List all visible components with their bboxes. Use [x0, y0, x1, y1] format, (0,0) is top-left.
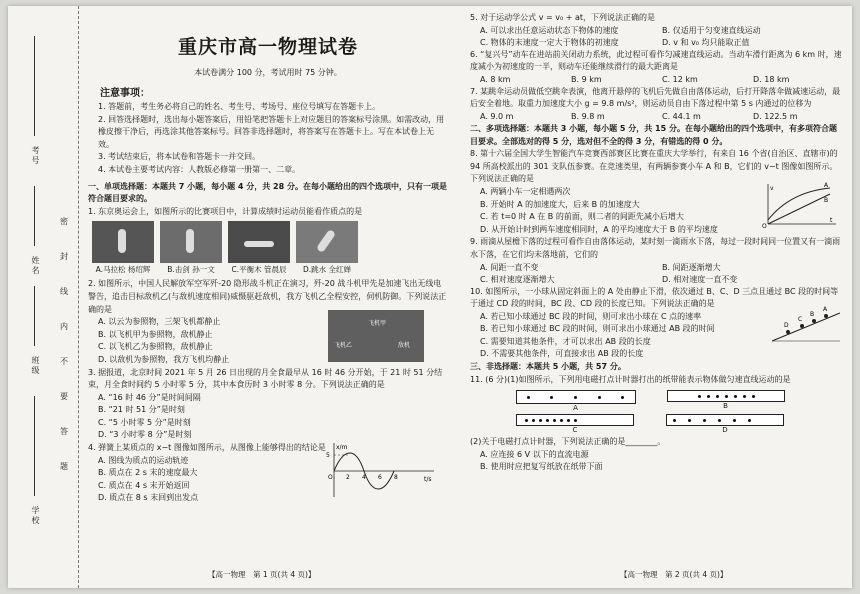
- q10-option-b: B. 若已知小球通过 BC 段的时间，则可求出小球通过 AB 段的时间: [480, 324, 715, 334]
- question-8: 8. 第十六届全国大学生智能汽车竞赛西部赛区比赛在重庆大学举行，有来自 16 个省(自治区、直辖市)的 94 所高校派出的 301 支队伍参赛。在竞速类里，有两辆参赛小车 A 和 B，它们的 v−t 图像如图所示。下列说法正确的是: [470, 149, 838, 184]
- q11-option-a: A. 应连接 6 V 以下的直流电源: [480, 449, 589, 459]
- diving-photo: [296, 221, 358, 263]
- q9-option-b: B. 间距逐渐增大: [662, 262, 721, 272]
- seal-char: 要: [60, 392, 68, 401]
- exam-subtitle: 本试卷满分 100 分，考试用时 75 分钟。: [194, 68, 342, 77]
- tape-row-1: [500, 390, 800, 412]
- section-1-heading: 一、单项选择题：本题共 7 小题，每小题 4 分，共 28 分。在每小题给出的四个选项中，只有一项是符合题目要求的。: [88, 181, 447, 204]
- exam-no-label: 考号: [31, 146, 40, 166]
- page-2-footer: 【高一物理 第 2 页(共 4 页)】: [620, 570, 728, 579]
- q5-option-c: C. 物体的末速度一定大于物体的初速度: [480, 37, 619, 47]
- q1-option-a: A.马拉松 杨绍辉: [95, 265, 151, 275]
- q1-option-d: D.跳水 全红婵: [302, 265, 352, 275]
- section-2-heading: 二、多项选择题：本题共 3 小题，每小题 5 分，共 15 分。在每小题给出的四个选项中，有多项符合题目要求。全部选对的得 5 分，选对但不全的得 3 分，有错选的得 0 分。: [470, 123, 837, 146]
- seal-char: 答: [60, 427, 68, 436]
- question-5: 5. 对于运动学公式 v = v₀ + at，下列说法正确的是: [470, 13, 656, 22]
- balance-beam-photo: [228, 221, 290, 263]
- q8-line-a-label: A: [824, 181, 829, 189]
- q9-option-d: D. 相对速度一直不变: [662, 274, 738, 284]
- q4-y-tick: 5: [326, 451, 330, 459]
- q8-vt-graph: [760, 182, 840, 228]
- q2-option-b: B. 以飞机甲为参照物，敌机静止: [98, 329, 213, 339]
- q10-option-c: C. 需要知道其他条件，才可以求出 AB 段的长度: [480, 336, 651, 346]
- q7-option-d: D. 122.5 m: [753, 111, 798, 121]
- q4-option-a: A. 图线为质点的运动轨迹: [98, 455, 189, 465]
- q9-option-a: A. 间距一直不变: [480, 262, 539, 272]
- name-line: [34, 186, 35, 246]
- paper-tape: [516, 414, 634, 426]
- q8-option-b: B. 开始时 A 的加速度大，后来 B 的加速度大: [480, 199, 640, 209]
- q8-y-axis-label: v: [770, 184, 774, 192]
- q9-options-row: [470, 274, 844, 286]
- question-9: 9. 雨滴从屋檐下落的过程可看作自由落体运动，某时刻一滴雨水下落，每过一段时间同一位置又有一滴雨水下落，在它们均未落地前，它们的: [470, 237, 841, 259]
- page-1-column: [88, 12, 448, 582]
- seal-char: 题: [60, 462, 68, 471]
- seal-char: 线: [60, 287, 68, 296]
- exam-sheet: [8, 6, 852, 588]
- school-line: [34, 396, 35, 496]
- fencing-photo: [160, 221, 222, 263]
- question-4: 4. 弹簧上某质点的 x−t 图像如图所示，从图像上能够得出的结论是: [88, 443, 326, 453]
- page-1-footer: 【高一物理 第 1 页(共 4 页)】: [208, 570, 316, 579]
- q8-option-d: D. 从开始计时到两车速度相同时，A 的平均速度大于 B 的平均速度: [480, 224, 718, 234]
- q3-option-b: B. “21 时 51 分”是时刻: [98, 405, 185, 415]
- q4-x-tick: 6: [378, 473, 382, 481]
- page-title: 重庆市高一物理试卷: [177, 36, 358, 58]
- q6-option-d: D. 18 km: [753, 74, 790, 84]
- seal-char: 密: [60, 217, 68, 226]
- page-2-column: [470, 12, 844, 582]
- q1-option-b: B.击剑 孙一文: [167, 265, 215, 275]
- q1-photo-row: [92, 221, 448, 263]
- q4-y-axis-label: x/m: [336, 443, 348, 451]
- q9-option-c: C. 相对速度逐渐增大: [480, 274, 555, 284]
- q6-option-a: A. 8 km: [480, 74, 511, 84]
- q4-x-tick: 8: [394, 473, 398, 481]
- jet-a-label: 飞机甲: [368, 320, 387, 328]
- question-11-part-2: (2)关于电磁打点计时器，下列说法正确的是________。: [470, 437, 666, 447]
- q10-incline-figure: [770, 305, 842, 345]
- q1-option-c: C.平衡木 管晨辰: [231, 265, 287, 275]
- name-label: 姓名: [31, 256, 40, 276]
- q7-options-row: [470, 111, 844, 123]
- tape-label: C: [572, 426, 578, 435]
- seal-char: 封: [60, 252, 68, 261]
- q3-option-d: D. “3 小时零 8 分”是时刻: [98, 430, 192, 440]
- q7-option-c: C. 44.1 m: [662, 111, 701, 121]
- q8-x-axis-label: t: [830, 216, 833, 224]
- q10-option-a: A. 若已知小球通过 BC 段的时间，则可求出小球在 C 点的速率: [480, 311, 702, 321]
- exam-no-line: [34, 36, 35, 136]
- q8-option-a: A. 两辆小车一定相遇两次: [480, 186, 571, 196]
- q6-option-b: B. 9 km: [571, 74, 602, 84]
- question-3: 3. 据报道，北京时间 2021 年 5 月 26 日出现的月全食最早从 16 时 46 分开始，于 21 时 51 分结束，月全食时间约 5 小时零 5 分，其中本食历时 3 小时零 8 分。下列说法正确的是: [88, 367, 443, 390]
- q2-option-c: C. 以飞机乙为参照物，敌机静止: [98, 342, 213, 352]
- q5-option-a: A. 可以求出任意运动状态下物体的速度: [480, 25, 619, 35]
- class-line: [34, 286, 35, 346]
- paper-tape: [516, 390, 636, 404]
- q3-option-c: C. “5 小时零 5 分”是时刻: [98, 417, 191, 427]
- q3-option-a: A. “16 时 46 分”是时间间隔: [98, 392, 201, 402]
- fighter-jets-photo: [328, 310, 424, 362]
- q9-options-row: [470, 262, 844, 274]
- section-3-heading: 三、非选择题：本题共 5 小题，共 57 分。: [470, 362, 626, 372]
- paper-tape: [667, 390, 785, 402]
- q6-option-c: C. 12 km: [662, 74, 698, 84]
- paper-tape: [666, 414, 784, 426]
- school-label: 学校: [31, 506, 40, 526]
- question-6: 6. “复兴号”动车在进站前关闭动力系统，此过程可看作匀减速直线运动。当动车滑行距离为 6 km 时，速度减小为初速度的一半，则动车还能继续滑行的最大距离是: [470, 49, 842, 72]
- note-item: 4. 本试卷主要考试内容：人教版必修第一册第一、二章。: [98, 164, 301, 174]
- question-1: 1. 东京奥运会上，如图所示的比赛项目中，计算成绩时运动员能看作质点的是: [88, 206, 363, 216]
- note-item: 1. 答题前，考生务必将自己的姓名、考生号、考场号、座位号填写在答题卡上。: [98, 102, 381, 111]
- q10-option-d: D. 不需要其他条件，可直接求出 AB 段的长度: [480, 349, 644, 359]
- q4-x-axis-label: t/s: [424, 475, 432, 483]
- class-label: 班级: [31, 356, 40, 376]
- q4-option-c: C. 质点在 4 s 末开始返回: [98, 480, 190, 490]
- point-d-label: D: [784, 321, 789, 329]
- question-11-part-1: 11. (6 分)(1)如图所示，下列用电磁打点计时器打出的纸带能表示物体做匀速直线运动的是: [470, 374, 791, 384]
- question-7: 7. 某跳伞运动员做低空跳伞表演，他离开悬停的飞机后先做自由落体运动，后打开降落伞做减速运动，最后安全着地。取重力加速度大小 g = 9.8 m/s²，则运动员自由下落过程中第 5 s 内通过的位移为: [470, 86, 841, 109]
- q5-option-b: B. 仅适用于匀变速直线运动: [662, 25, 761, 35]
- q7-option-b: B. 9.8 m: [571, 111, 605, 121]
- jet-b-label: 飞机乙: [334, 342, 353, 350]
- q4-option-b: B. 质点在 2 s 末的速度最大: [98, 468, 198, 478]
- note-item: 2. 回答选择题时，选出每小题答案后，用铅笔把答题卡上对应题目的答案标号涂黑。如需改动，用橡皮擦干净后，再选涂其他答案标号。回答非选择题时，将答案写在答题卡上。写在本试卷上无效。: [98, 114, 445, 149]
- q8-origin-label: O: [762, 222, 767, 228]
- q2-option-a: A. 以云为参照物，三架飞机都静止: [98, 317, 221, 327]
- question-2: 2. 如图所示，中国人民解放军空军歼-20 隐形战斗机正在演习，歼-20 战斗机甲先是加速飞出无线电警告，追击目标敌机乙(与敌机速度相同)威慑驱赶敌机，我方飞机乙全程安控，伺机防御。下列说法正确的是: [88, 279, 447, 314]
- q11-option-b: B. 使用时应把复写纸放在纸带下面: [480, 462, 603, 472]
- seal-char: 不: [60, 357, 68, 366]
- q4-x-tick: 2: [346, 473, 350, 481]
- q5-options-row: [470, 25, 844, 37]
- q4-x-tick: 4: [362, 473, 366, 481]
- enemy-jet-label: 敌机: [398, 342, 411, 350]
- q1-captions: [92, 264, 448, 275]
- q2-option-d: D. 以敌机为参照物，我方飞机均静止: [98, 354, 230, 364]
- q5-option-d: D. v 和 v₀ 均只能取正值: [662, 37, 750, 47]
- q6-options-row: [470, 74, 844, 86]
- point-c-label: C: [798, 315, 803, 323]
- tape-label: D: [722, 426, 728, 435]
- tape-row-2: [500, 414, 800, 434]
- q8-line-b-label: B: [824, 196, 829, 204]
- note-item: 3. 考试结束后，将本试卷和答题卡一并交回。: [98, 152, 261, 162]
- q7-option-a: A. 9.0 m: [480, 111, 514, 121]
- marathon-photo: [92, 221, 154, 263]
- seal-char: 内: [60, 322, 68, 331]
- binding-gutter: [8, 6, 79, 588]
- point-b-label: B: [810, 310, 815, 318]
- point-a-label: A: [823, 305, 828, 313]
- question-10: 10. 如图所示，一小球从固定斜面上的 A 处由静止下滑，依次通过 B、C、D 三点且通过 BC 段的时间等于通过 CD 段的时间，BC 段、CD 段的长度已知。下列说法正确的是: [470, 286, 839, 309]
- q5-options-row: [470, 37, 844, 49]
- q4-option-d: D. 质点在 8 s 末回到出发点: [98, 493, 199, 503]
- notes-heading: 注意事项：: [100, 88, 150, 99]
- tape-label: A: [573, 404, 578, 413]
- q4-xt-graph: [320, 441, 440, 499]
- tape-label: B: [723, 402, 728, 411]
- q8-option-c: C. 若 t=0 时 A 在 B 的前面，则二者的间距先减小后增大: [480, 212, 684, 222]
- q4-origin-label: O: [328, 473, 333, 481]
